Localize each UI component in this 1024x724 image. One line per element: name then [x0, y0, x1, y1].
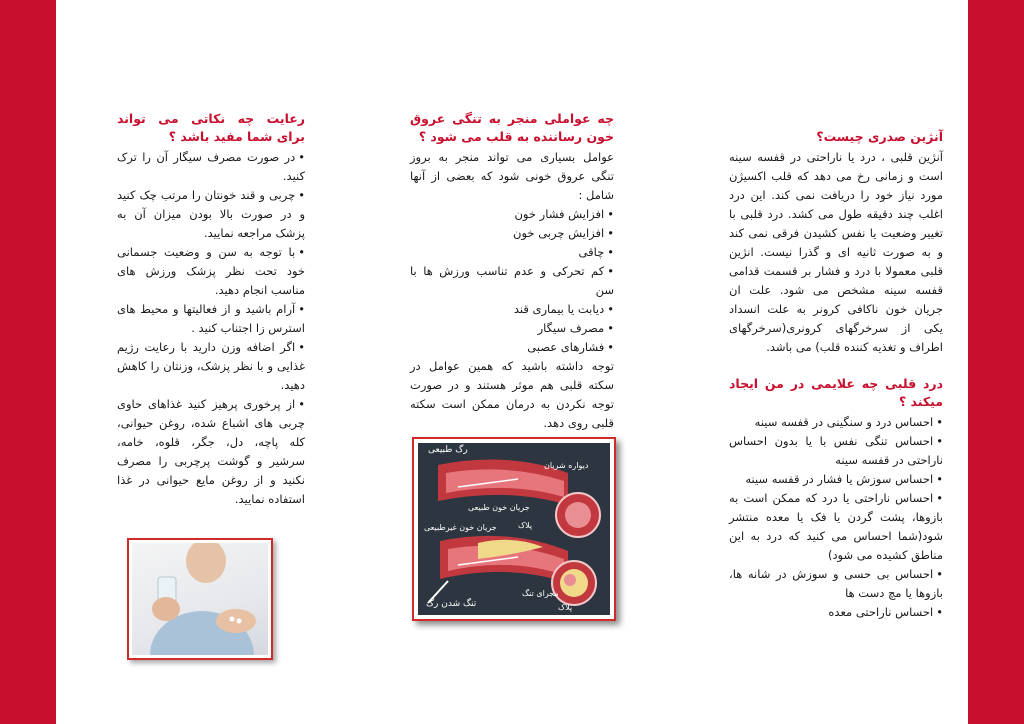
narrowed-vessel-label: تنگ شدن رگ — [426, 599, 477, 609]
list-item: • احساس درد و سنگینی در قفسه سینه — [729, 413, 943, 432]
normal-cross-section-lumen — [565, 502, 591, 528]
artery-diagram — [412, 437, 616, 621]
causes-heading: چه عواملی منجر به تنگی عروق خون رساننده به قلب می شود ؟ — [410, 111, 614, 144]
narrowed-cross-section-lumen — [564, 574, 576, 586]
right-red-band — [968, 0, 1024, 724]
list-item: • از پرخوری پرهیز کنید غذاهای حاوی چربی های اشباع شده، روغن حیوانی، کله پاچه، دل، جگر، قلوه، خامه، سرشیر و گوشت پرچربی را مصرف نکنید و از روغن مایع حیوانی در غذا استفاده نمایید. — [117, 395, 305, 509]
right-column — [729, 128, 943, 622]
pill — [237, 619, 242, 624]
person-with-pills-photo — [127, 538, 273, 660]
person-face — [186, 543, 226, 583]
symptoms-list — [729, 413, 943, 622]
list-item: • افزایش چربی خون — [410, 224, 614, 243]
left-column — [117, 110, 305, 509]
list-item: • فشارهای عصبی — [410, 338, 614, 357]
angina-heading: آنژین صدری چیست؟ — [816, 129, 943, 144]
normal-vessel-label: رگ طبیعی — [428, 445, 468, 455]
plaque-label: پلاک — [518, 521, 533, 530]
pill — [230, 617, 235, 622]
list-item: • در صورت مصرف سیگار آن را ترک کنید. — [117, 148, 305, 186]
list-item: • کم تحرکی و عدم تناسب ورزش ها با سن — [410, 262, 614, 300]
artery-diagram-background — [418, 443, 610, 615]
tips-list — [117, 148, 305, 509]
list-item: • احساس ناراحتی یا درد که ممکن است به بازوها، پشت گردن یا فک یا معده منتشر شود(شما احساس می کنید که درد به این مناطق کشیده می شود) — [729, 489, 943, 565]
causes-list — [410, 205, 614, 357]
symptoms-heading: درد قلبی چه علایمی در من ایجاد میکند ؟ — [729, 376, 943, 409]
vessel-wall-label: دیواره شریان — [544, 461, 589, 470]
list-item: • اگر اضافه وزن دارید با رعایت رژیم غذایی و با نظر پزشک، وزنتان را کاهش دهید. — [117, 338, 305, 395]
list-item: • احساس تنگی نفس با یا بدون احساس ناراحتی در قفسه سینه — [729, 432, 943, 470]
open-palm — [216, 609, 256, 633]
list-item: • چاقی — [410, 243, 614, 262]
list-item: • دیابت یا بیماری قند — [410, 300, 614, 319]
narrow-channel-label: مجرای تنگ — [522, 589, 559, 598]
tips-heading: رعایت چه نکاتی می تواند برای شما مفید باشد ؟ — [117, 111, 305, 144]
list-item: • مصرف سیگار — [410, 319, 614, 338]
glass-hand — [152, 597, 180, 621]
list-item: • آرام باشید و از فعالیتها و محیط های استرس زا اجتناب کنید . — [117, 300, 305, 338]
list-item: • احساس ناراحتی معده — [729, 603, 943, 622]
plaque-label-2: پلاک — [558, 603, 573, 612]
list-item: • احساس بی حسی و سوزش در شانه ها، بازوها یا مچ دست ها — [729, 565, 943, 603]
angina-description: آنژین قلبی ، درد یا ناراحتی در قفسه سینه است و زمانی رخ می دهد که قلب اکسیژن مورد نیاز خود را دریافت نمی کند. این درد اغلب چند دقیقه طول می کشد. درد قلبی با تغییر وضعیت یا نفس کشیدن فرقی نمی کند و به صورت ثانیه ای و گذرا نیست. انژین قلبی معمولا با درد و فشار بر قسمت قدامی قفسه سینه مشخص می شود. علت ان جریان خون ناکافی کرونر به علت انسداد یکی از سرخرگهای کرونری(سرخرگهای اطراف و تغذیه کننده قلب) می باشد. — [729, 150, 943, 354]
photo-illustration — [132, 543, 268, 655]
causes-intro: عوامل بسیاری می تواند منجر به بروز تنگی عروق خونی شود که بعضی از آنها شامل : — [410, 150, 614, 202]
list-item: • احساس سوزش یا فشار در قفسه سینه — [729, 470, 943, 489]
photo-background — [132, 543, 268, 655]
abnormal-flow-label: جریان خون غیرطبیعی — [424, 523, 497, 532]
causes-note: توجه داشته باشید که همین عوامل در سکته قلبی هم موثر هستند و در صورت توجه نکردن به درمان ممکن است سکته قلبی روی دهد. — [410, 359, 614, 430]
list-item: • افزایش فشار خون — [410, 205, 614, 224]
list-item: • چربی و قند خونتان را مرتب چک کنید و در صورت بالا بودن میزان آن به پزشک مراجعه نمایید. — [117, 186, 305, 243]
middle-column — [410, 110, 614, 433]
list-item: • با توجه به سن و وضعیت جسمانی خود تحت نظر پزشک ورزش های مناسب انجام دهید. — [117, 243, 305, 300]
normal-flow-label: جریان خون طبیعی — [468, 503, 530, 512]
left-red-band — [0, 0, 56, 724]
